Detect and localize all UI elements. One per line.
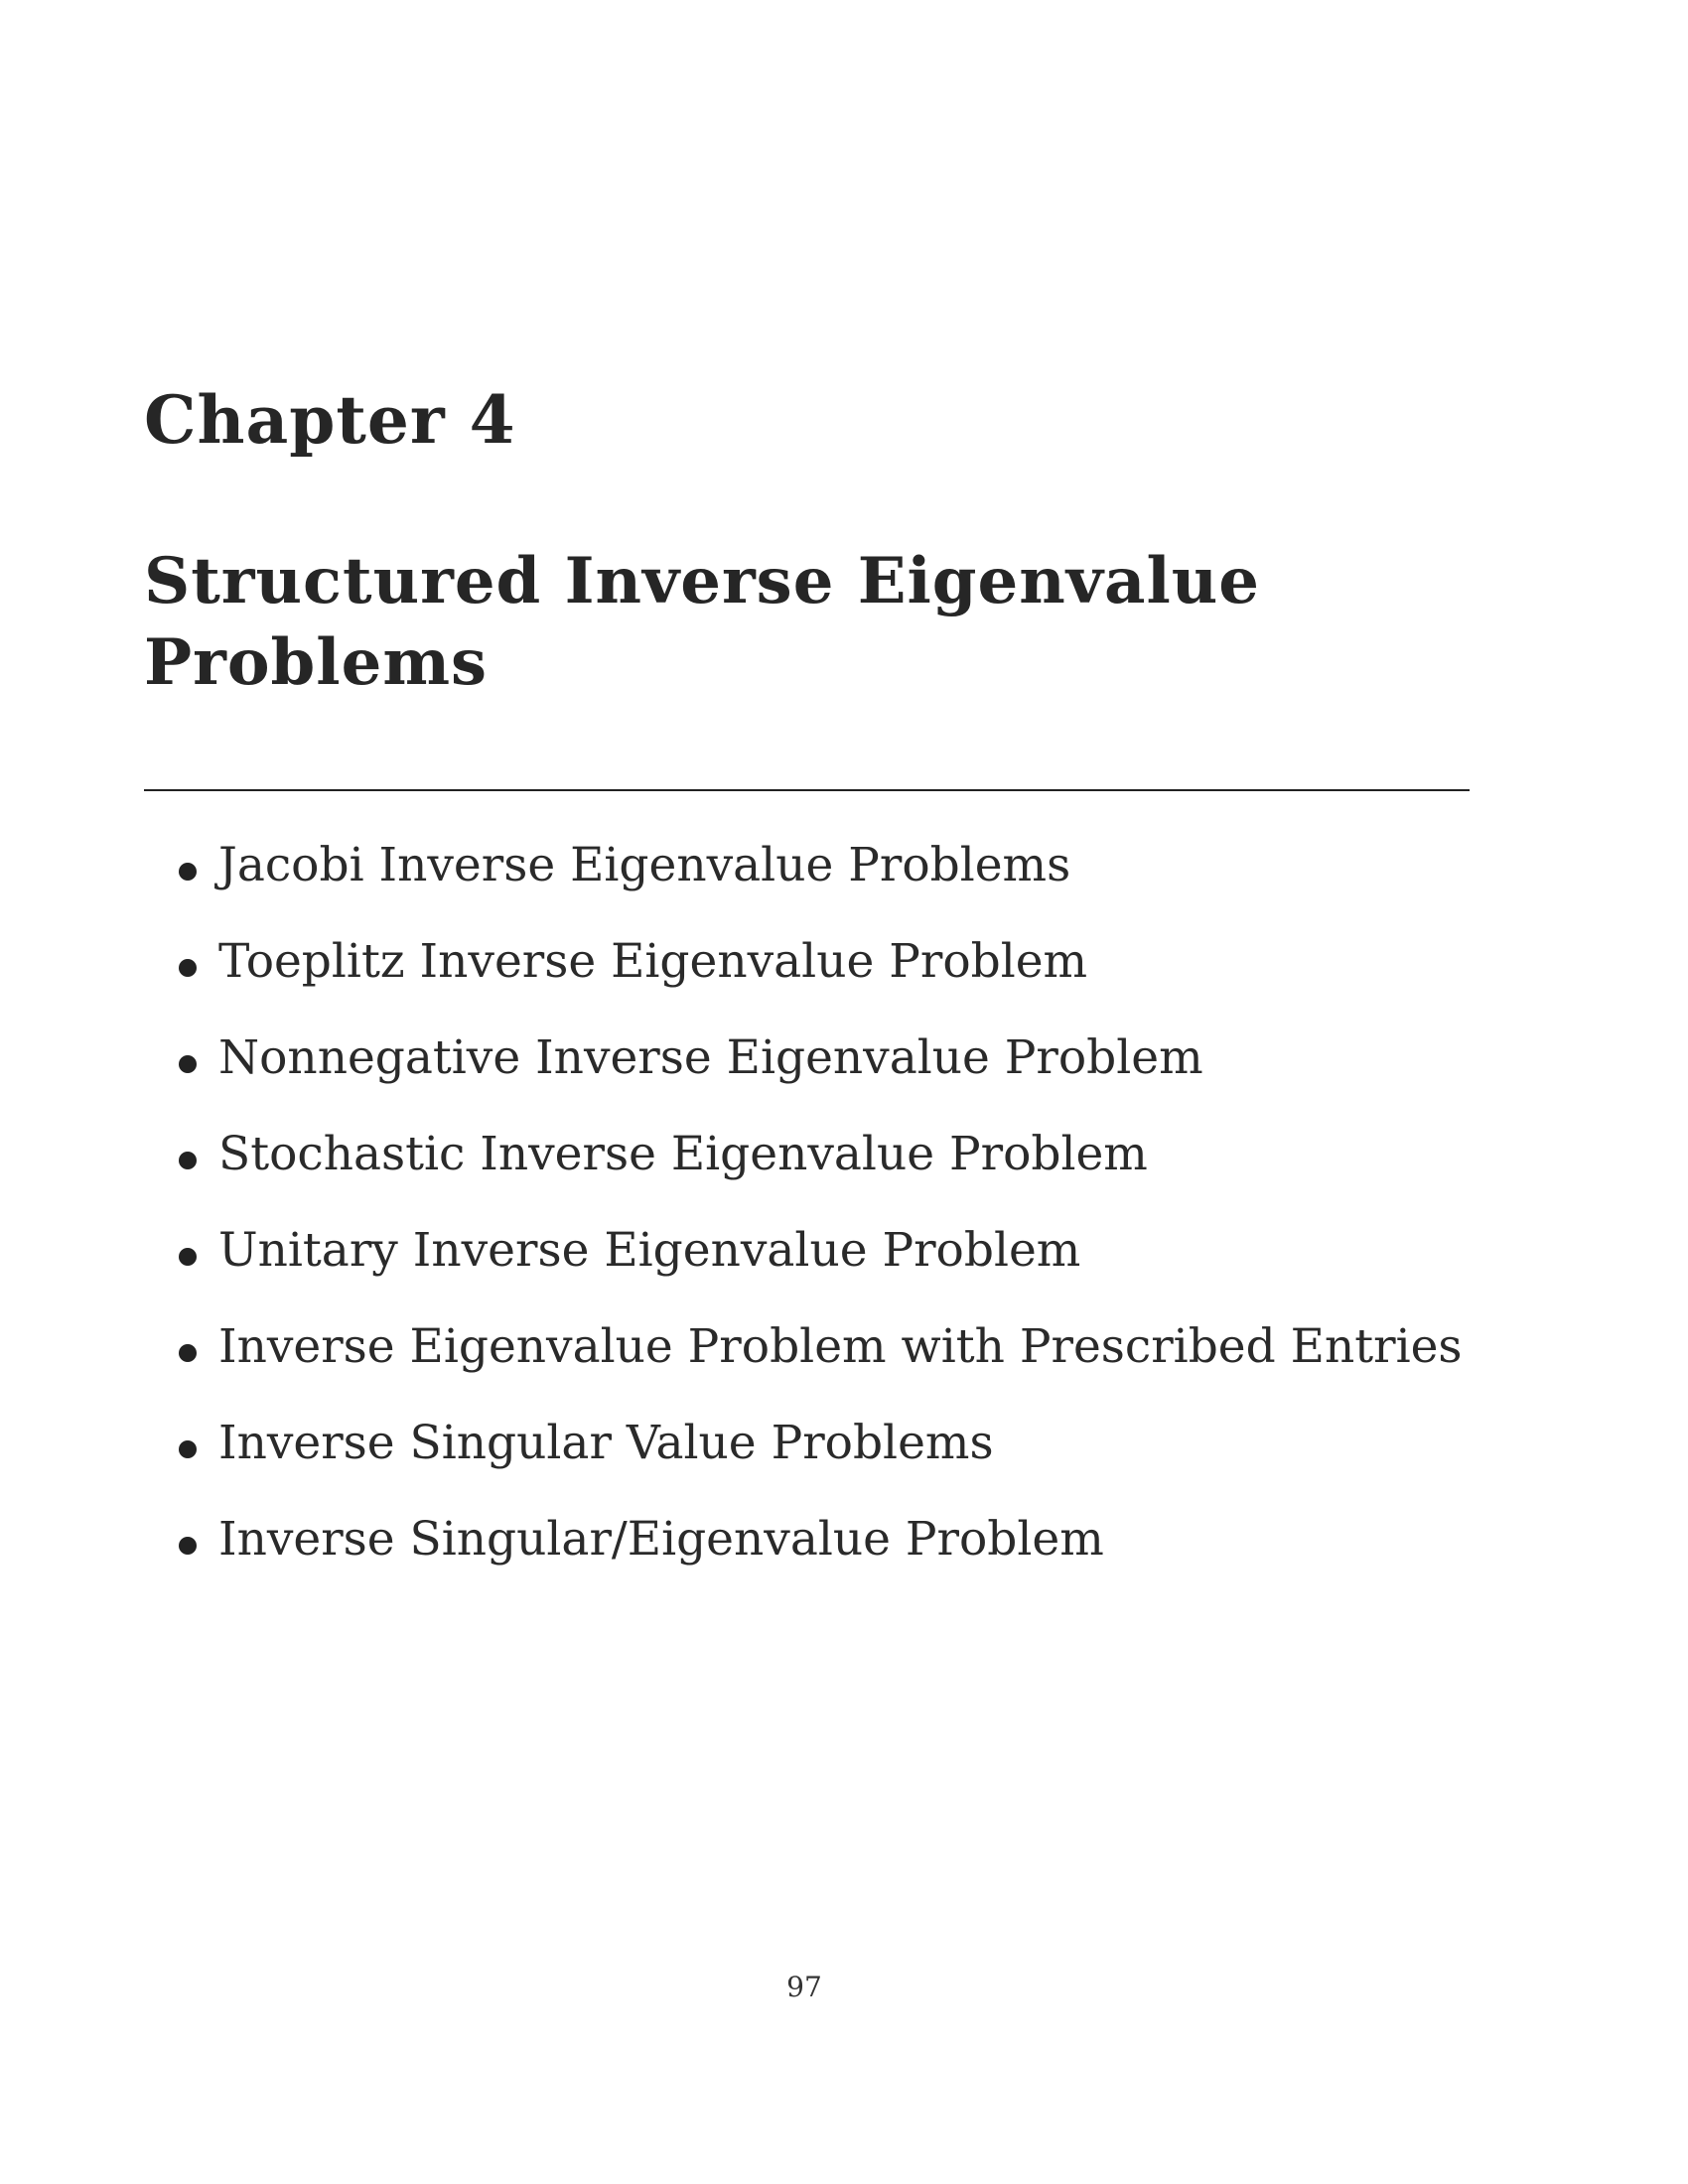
bullet-icon — [179, 1537, 197, 1555]
topic-list — [179, 838, 1463, 1612]
bullet-icon — [179, 1440, 197, 1458]
topic-label: Jacobi Inverse Eigenvalue Problems — [218, 838, 1071, 892]
topic-item — [179, 934, 1463, 1034]
topic-item — [179, 838, 1463, 938]
topic-label: Inverse Singular/Eigenvalue Problem — [218, 1512, 1104, 1567]
bullet-icon — [179, 1055, 197, 1073]
horizontal-rule — [144, 789, 1470, 791]
topic-item — [179, 1319, 1463, 1420]
chapter-title: Structured Inverse Eigenvalue Problems — [144, 544, 1260, 700]
page-number: 97 — [786, 1971, 822, 2003]
topic-item — [179, 1416, 1463, 1516]
bullet-icon — [179, 1344, 197, 1362]
topic-label: Inverse Singular Value Problems — [218, 1416, 994, 1470]
topic-item — [179, 1127, 1463, 1227]
topic-label: Toeplitz Inverse Eigenvalue Problem — [218, 934, 1088, 989]
chapter-label: Chapter 4 — [144, 381, 516, 459]
bullet-icon — [179, 959, 197, 977]
topic-item — [179, 1512, 1463, 1612]
topic-label: Inverse Eigenvalue Problem with Prescribed Entries — [218, 1319, 1463, 1374]
topic-label: Unitary Inverse Eigenvalue Problem — [218, 1223, 1081, 1278]
bullet-icon — [179, 1248, 197, 1266]
bullet-icon — [179, 863, 197, 881]
topic-item — [179, 1030, 1463, 1131]
topic-item — [179, 1223, 1463, 1323]
topic-label: Nonnegative Inverse Eigenvalue Problem — [218, 1030, 1203, 1085]
topic-label: Stochastic Inverse Eigenvalue Problem — [218, 1127, 1148, 1181]
bullet-icon — [179, 1152, 197, 1169]
